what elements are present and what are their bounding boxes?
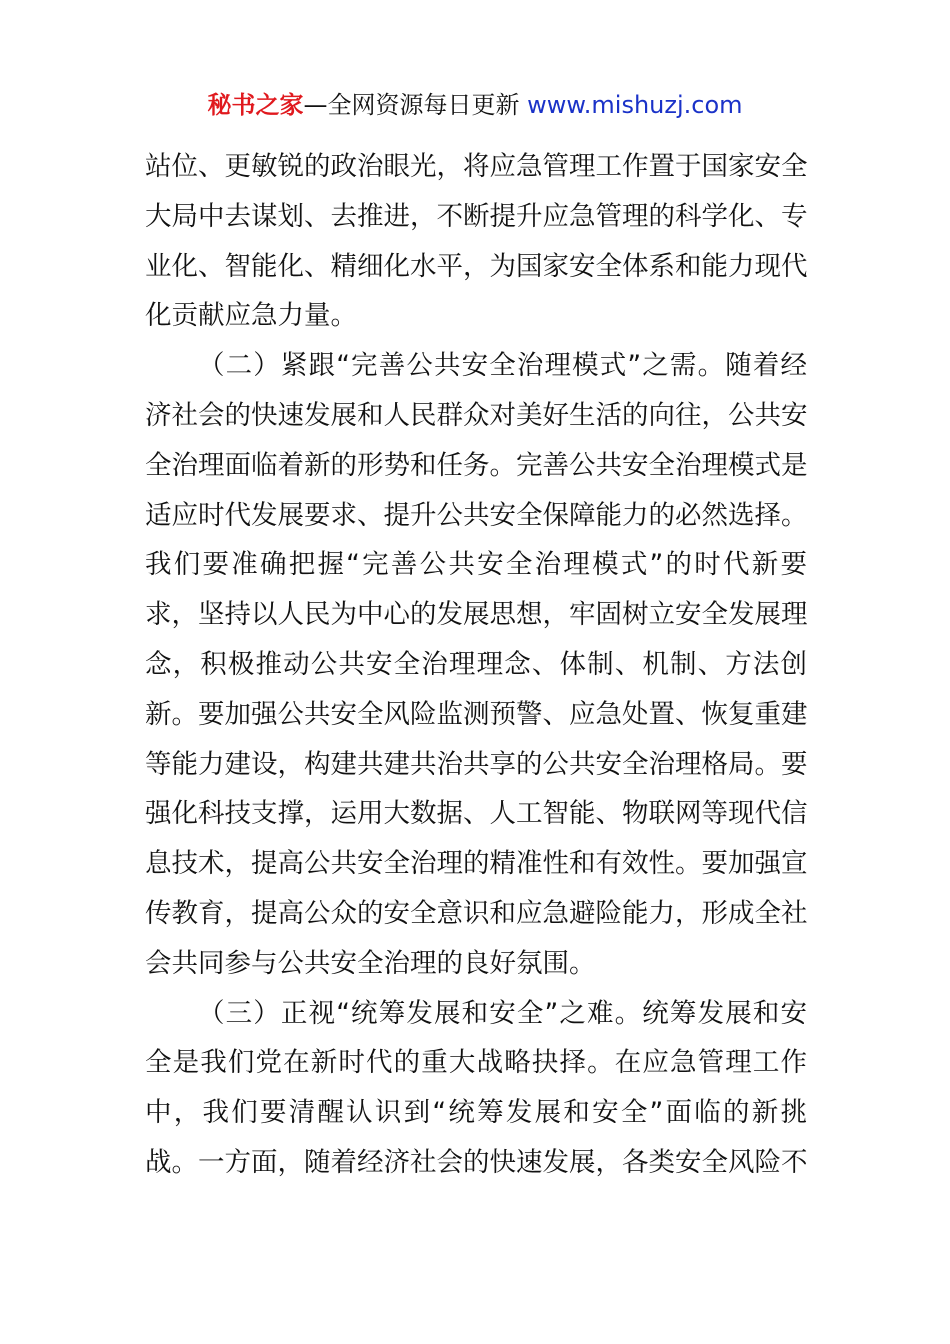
section-heading-line: （三）正视“统筹发展和安全”之难。统筹发展和安: [198, 997, 807, 1029]
text-line: 新。要加强公共安全风险监测预警、应急处置、恢复重建: [145, 698, 807, 730]
text-line: 全是我们党在新时代的重大战略抉择。在应急管理工作: [145, 1047, 807, 1079]
text-line: 全治理面临着新的形势和任务。完善公共安全治理模式是: [145, 449, 807, 481]
text-line: 适应时代发展要求、提升公共安全保障能力的必然选择。: [145, 499, 807, 531]
text-line: 念，积极推动公共安全治理理念、体制、机制、方法创: [145, 648, 807, 680]
text-line: 化贡献应急力量。: [145, 300, 357, 332]
page-header: [0, 88, 950, 122]
text-line: 济社会的快速发展和人民群众对美好生活的向往，公共安: [145, 399, 807, 431]
text-line: 会共同参与公共安全治理的良好氛围。: [145, 947, 596, 979]
site-brand: 秘书之家: [207, 91, 304, 119]
text-line: 站位、更敏锐的政治眼光，将应急管理工作置于国家安全: [145, 151, 807, 182]
text-line: 等能力建设，构建共建共治共享的公共安全治理格局。要: [145, 748, 807, 780]
text-line: 传教育，提高公众的安全意识和应急避险能力，形成全社: [145, 897, 807, 929]
text-line: 我们要准确把握“完善公共安全治理模式”的时代新要: [145, 549, 807, 581]
text-line: 战。一方面，随着经济社会的快速发展，各类安全风险不: [145, 1146, 807, 1178]
document-body: [145, 142, 807, 1188]
text-line: 中，我们要清醒认识到“统筹发展和安全”面临的新挑: [145, 1097, 807, 1129]
section-heading-line: （二）紧跟“完善公共安全治理模式”之需。随着经: [198, 350, 807, 382]
text-line: 息技术，提高公共安全治理的精准性和有效性。要加强宣: [145, 848, 807, 880]
text-line: 强化科技支撑，运用大数据、人工智能、物联网等现代信: [145, 798, 807, 830]
text-line: 业化、智能化、精细化水平，为国家安全体系和能力现代: [145, 250, 807, 282]
site-tagline: —全网资源每日更新: [303, 91, 528, 119]
text-line: 大局中去谋划、去推进，不断提升应急管理的科学化、专: [145, 200, 807, 232]
site-url-link[interactable]: www.mishuzj.com: [527, 91, 743, 119]
text-line: 求，坚持以人民为中心的发展思想，牢固树立安全发展理: [145, 599, 807, 631]
